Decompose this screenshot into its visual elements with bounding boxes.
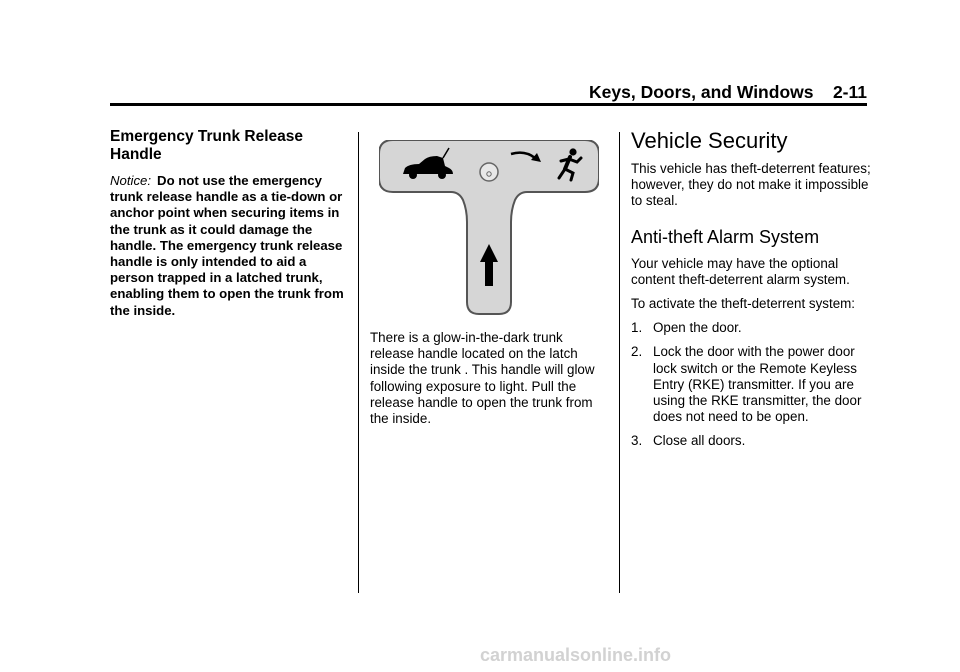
notice-text: Do not use the emergency trunk release handle as a tie-down or anchor point when securing items in the trunk as it could damage the handle. The emergency trunk release handle is only intended to aid a person trapped in a latched trunk, enabling them to open the trunk from the inside. xyxy=(110,173,344,318)
column-emergency-trunk xyxy=(110,128,350,319)
security-intro: This vehicle has theft-deterrent features; however, they do not make it impossible to steal. xyxy=(631,161,871,209)
notice-label: Notice: xyxy=(110,173,152,188)
anti-theft-para-2: To activate the theft-deterrent system: xyxy=(631,296,856,312)
handle-knob-icon xyxy=(480,163,498,181)
section-heading-emergency-trunk: Emergency Trunk Release Handle xyxy=(110,128,303,163)
column-divider-1 xyxy=(358,132,359,593)
column-divider-2 xyxy=(619,132,620,593)
step-number: 1. xyxy=(631,320,643,336)
list-item xyxy=(631,433,871,449)
section-title-anti-theft: Anti-theft Alarm System xyxy=(631,226,820,247)
step-number: 3. xyxy=(631,433,643,449)
header-rule xyxy=(110,103,867,106)
watermark: carmanualsonline.info xyxy=(480,645,672,665)
anti-theft-para-1: Your vehicle may have the optional content theft-deterrent alarm system. xyxy=(631,255,850,287)
step-number: 2. xyxy=(631,344,643,360)
list-item xyxy=(631,320,871,336)
trunk-release-handle-illustration xyxy=(379,140,599,316)
list-item xyxy=(631,344,871,425)
chapter-title: Keys, Doors, and Windows xyxy=(589,82,814,102)
step-text: Lock the door with the power door lock switch or the Remote Keyless Entry (RKE) transmitter. If you are using the RKE transmitter, the door does not need to be open. xyxy=(653,344,862,425)
step-text: Open the door. xyxy=(653,320,742,336)
section-title-vehicle-security: Vehicle Security xyxy=(631,128,788,153)
header-title xyxy=(589,82,867,103)
trunk-handle-description: There is a glow-in-the-dark trunk release handle located on the latch inside the trunk . This handle will glow following exposure to light. Pull the release handle to open the trunk from the inside. xyxy=(370,330,595,427)
step-text: Close all doors. xyxy=(653,433,746,449)
notice-block xyxy=(110,173,350,319)
column-vehicle-security xyxy=(631,128,871,450)
page-number: 2-11 xyxy=(832,82,867,102)
page-header xyxy=(110,82,867,104)
